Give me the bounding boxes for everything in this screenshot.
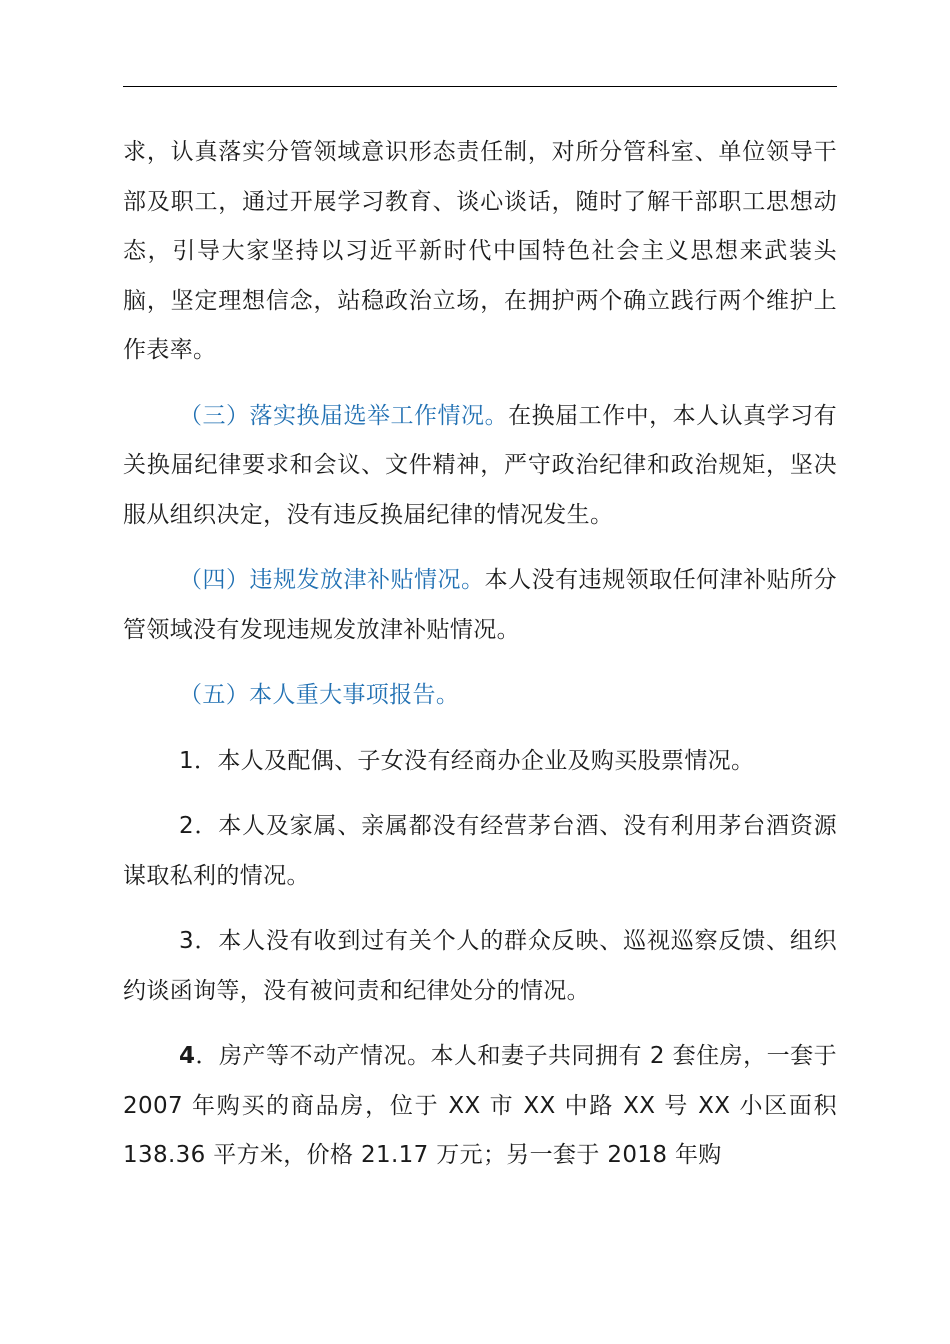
list-item-4-text: ．房产等不动产情况。本人和妻子共同拥有 2 套住房，一套于 2007 年购买的商品房，位于 XX 市 XX 中路 XX 号 XX 小区面积 138.36 平方米，价格 21.17 万元；另一套于 2018 年购: [123, 1043, 837, 1168]
list-item-1-text: ．本人及配偶、子女没有经商办企业及购买股票情况。: [193, 747, 755, 774]
list-item-2-text: ．本人及家属、亲属都没有经营茅台酒、没有利用茅台酒资源谋取私利的情况。: [123, 813, 837, 889]
list-item-2: [123, 802, 837, 901]
section-5-paragraph: [123, 671, 837, 721]
list-item-1: [123, 737, 837, 787]
section-3-heading: （三）落实换届选举工作情况。: [179, 402, 509, 429]
section-4-body: 本人没有违规领取任何津补贴所分管领域没有发现违规发放津补贴情况。: [123, 567, 837, 643]
section-3-body: 在换届工作中，本人认真学习有关换届纪律要求和会议、文件精神，严守政治纪律和政治规矩，坚决服从组织决定，没有违反换届纪律的情况发生。: [123, 402, 837, 528]
section-5-heading: （五）本人重大事项报告。: [179, 682, 460, 708]
paragraph-continuation: 求，认真落实分管领域意识形态责任制，对所分管科室、单位领导干部及职工，通过开展学习教育、谈心谈话，随时了解干部职工思想动态，引导大家坚持以习近平新时代中国特色社会主义思想来武装头脑，坚定理想信念，站稳政治立场，在拥护两个确立践行两个维护上作表率。: [123, 139, 837, 363]
document-body: [123, 128, 837, 1181]
list-item-3-text: ．本人没有收到过有关个人的群众反映、巡视巡察反馈、组织约谈函询等，没有被问责和纪律处分的情况。: [123, 928, 837, 1004]
list-item-2-number: 2: [179, 813, 194, 839]
list-item-4-number: 4: [179, 1043, 196, 1069]
list-item-3-number: 3: [179, 928, 194, 954]
list-item-1-number: 1: [179, 747, 194, 774]
header-rule: [123, 86, 837, 87]
list-item-3: [123, 917, 837, 1016]
section-4-heading: （四）违规发放津补贴情况。: [179, 567, 485, 593]
section-3-paragraph: [123, 392, 837, 541]
list-item-4: [123, 1032, 837, 1181]
section-4-paragraph: [123, 556, 837, 655]
